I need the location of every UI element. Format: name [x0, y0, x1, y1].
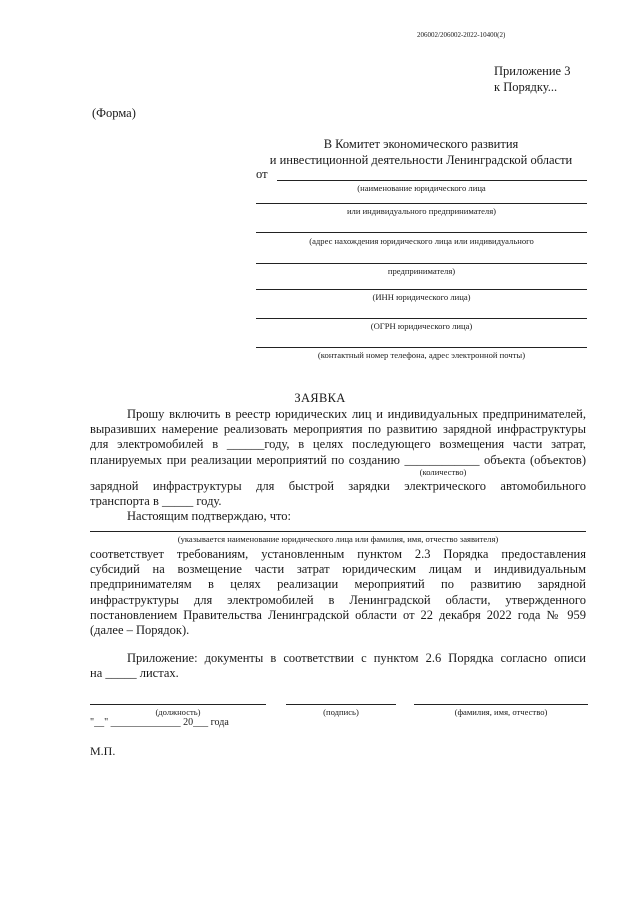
p3-line-4: инфраструктуры для электромобилей в Ленинградской области, утвержденного	[90, 592, 586, 607]
p1-line-3: для электромобилей в ______году, в целях последующего возмещения части затрат,	[90, 437, 586, 452]
ogrn-line	[256, 318, 587, 319]
applicant-line	[90, 531, 586, 532]
p3-line-3: предпринимателям в целях реализации мероприятий по развитию зарядной	[90, 577, 586, 592]
p1-line-4: планируемых при реализации мероприятий по созданию ____________ объекта (объектов)	[90, 452, 586, 467]
appendix-line-2: к Порядку...	[494, 80, 558, 94]
p4-line-1: Приложение: документы в соответствии с пунктом 2.6 Порядка согласно описи	[127, 651, 586, 665]
caption-ogrn: (ОГРН юридического лица)	[370, 321, 473, 331]
caption-position: (должность)	[155, 707, 201, 717]
caption-quantity: (количество)	[419, 467, 467, 477]
applicant-name-line	[277, 180, 587, 181]
addressee-line-2: и инвестиционной деятельности Ленинградской области	[269, 153, 573, 167]
p3-line-5: постановлением Правительства Ленинградской области от 22 декабря 2022 года № 959	[90, 607, 586, 622]
p3-line-6: (далее – Порядок).	[90, 623, 190, 638]
document-number: 206002/206002-2022-10400(2)	[417, 31, 506, 39]
applicant-name-line-2	[256, 203, 587, 204]
p1-line-5: зарядной инфраструктуры для быстрой зарядки электрического автомобильного	[90, 479, 586, 493]
address-line-1	[256, 232, 587, 233]
position-line	[90, 704, 266, 705]
caption-inn: (ИНН юридического лица)	[372, 292, 471, 302]
caption-signature: (подпись)	[323, 707, 359, 717]
attachment-paragraph	[90, 651, 586, 681]
appendix-line-1: Приложение 3	[494, 64, 571, 78]
p1-line-2: выразивших намерение реализовать мероприятия по развитию зарядной инфраструктуры	[90, 422, 586, 437]
request-paragraph	[90, 407, 586, 468]
caption-address-2: предпринимателя)	[387, 266, 456, 276]
stamp-place: М.П.	[90, 744, 116, 758]
address-line-2	[256, 263, 587, 264]
p1-line-1: Прошу включить в реестр юридических лиц и индивидуальных предпринимателей,	[127, 407, 586, 421]
p1-line-6: транспорта в _____ году.	[90, 494, 222, 509]
request-paragraph-cont	[90, 479, 586, 525]
addressee-line-1: В Комитет экономического развития	[323, 137, 519, 151]
fio-line	[414, 704, 588, 705]
caption-name-1: (наименование юридического лица	[357, 183, 486, 193]
caption-contact: (контактный номер телефона, адрес электронной почты)	[317, 350, 526, 360]
contact-line	[256, 347, 587, 348]
caption-address-1: (адрес нахождения юридического лица или индивидуального	[309, 236, 534, 246]
p4-line-2: на _____ листах.	[90, 666, 179, 681]
form-label: (Форма)	[92, 106, 136, 120]
compliance-paragraph	[90, 547, 586, 638]
from-label: от	[256, 167, 268, 181]
caption-name-2: или индивидуального предпринимателя)	[346, 206, 497, 216]
document-title: ЗАЯВКА	[294, 391, 346, 405]
p2-confirm: Настоящим подтверждаю, что:	[127, 509, 292, 524]
caption-applicant: (указывается наименование юридического лица или фамилия, имя, отчество заявителя)	[177, 534, 499, 544]
date-field: "__" ______________ 20___ года	[90, 717, 229, 728]
signature-line	[286, 704, 396, 705]
caption-fio: (фамилия, имя, отчество)	[454, 707, 548, 717]
p3-line-2: субсидий на возмещение части затрат юридическим лицам и индивидуальным	[90, 562, 586, 577]
inn-line	[256, 289, 587, 290]
p3-line-1: соответствует требованиям, установленным пунктом 2.3 Порядка предоставления	[90, 547, 586, 561]
